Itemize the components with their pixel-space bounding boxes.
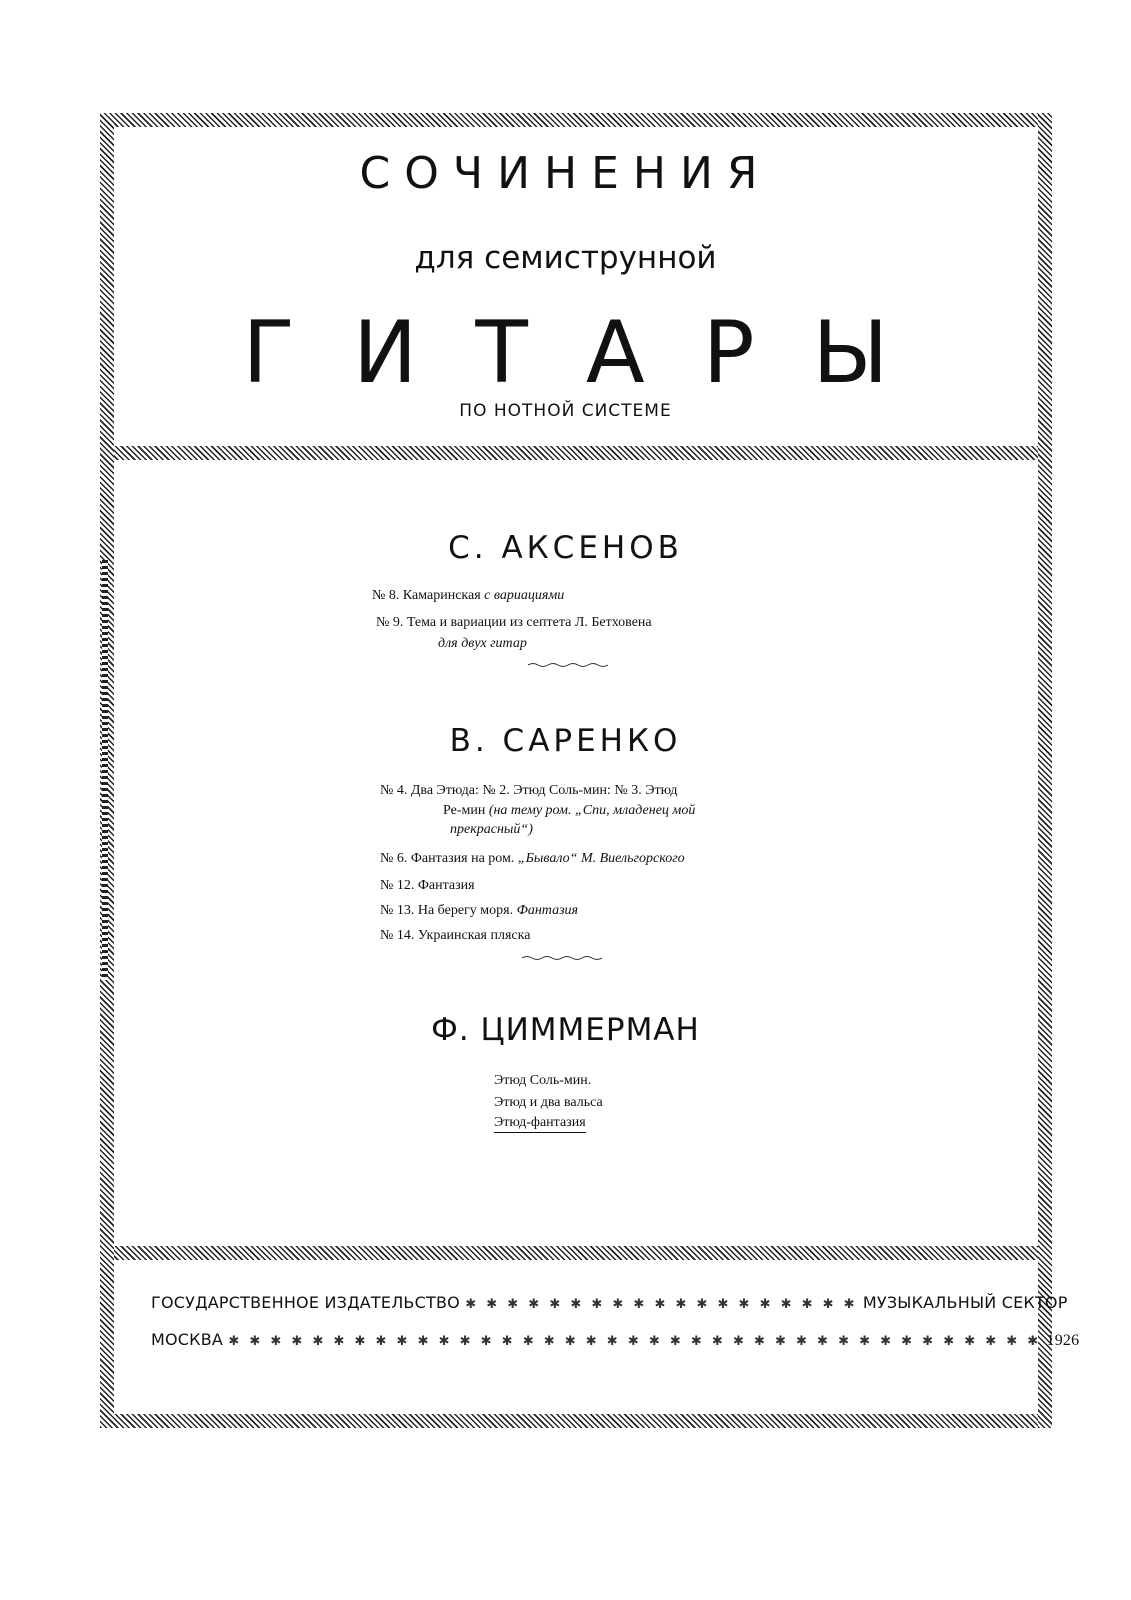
list-item xyxy=(376,615,652,631)
list-item xyxy=(380,928,530,944)
author-zimmerman: Ф. ЦИММЕРМАН xyxy=(431,1012,700,1048)
item-number: № 4. xyxy=(380,783,408,798)
subtitle-notation: ПО НОТНОЙ СИСТЕМЕ xyxy=(459,401,672,421)
list-item: Этюд Соль-мин. xyxy=(494,1073,592,1088)
list-item xyxy=(380,903,578,919)
frame-bottom-border xyxy=(100,1414,1052,1428)
item-title: Тема и вариации из септета Л. Бетховена xyxy=(406,615,652,630)
author-aksenov: С. АКСЕНОВ xyxy=(448,530,683,566)
item-note: Фантазия xyxy=(516,903,579,918)
publication-year: 1926 xyxy=(1046,1332,1080,1349)
city-name: МОСКВА xyxy=(151,1330,224,1349)
item-number: № 6. xyxy=(380,851,408,866)
item-number: № 8. xyxy=(372,588,400,603)
subtitle-seven-string: для семиструнной xyxy=(414,240,717,276)
item-title: Украинская пляска xyxy=(417,928,531,943)
item-title: Два Этюда: № 2. Этюд Соль-мин: № 3. Этюд xyxy=(410,783,678,798)
frame-footer-divider xyxy=(100,1246,1052,1260)
item-note: с вариациями xyxy=(484,588,565,603)
ornament-squiggle xyxy=(528,662,608,668)
frame-top-border xyxy=(100,113,1052,127)
item-number: № 14. xyxy=(380,928,415,943)
list-item xyxy=(380,783,677,799)
item-title: Фантазия на ром. xyxy=(410,851,515,866)
item-title: Фантазия xyxy=(417,878,475,893)
music-sector: МУЗЫКАЛЬНЫЙ СЕКТОР xyxy=(862,1293,1068,1312)
star-ornament: ✱ ✱ ✱ ✱ ✱ ✱ ✱ ✱ ✱ ✱ ✱ ✱ ✱ ✱ ✱ ✱ ✱ ✱ ✱ ✱ ✱ ✱ ✱ ✱ ✱ ✱ ✱ ✱ ✱ ✱ ✱ ✱ ✱ ✱ ✱ ✱ ✱ ✱ ✱ xyxy=(228,1334,1042,1349)
item-note: для двух гитар xyxy=(438,636,527,651)
title-works: СОЧИНЕНИЯ xyxy=(359,148,772,199)
frame-title-divider xyxy=(100,446,1052,460)
item-note: „Бывало“ М. Виельгорского xyxy=(517,851,685,866)
list-item: Этюд и два вальса xyxy=(494,1095,603,1110)
publisher-name: ГОСУДАРСТВЕННОЕ ИЗДАТЕЛЬСТВО xyxy=(151,1293,460,1312)
item-note: прекрасный“) xyxy=(450,822,533,837)
item-title: На берегу моря. xyxy=(417,903,514,918)
list-item xyxy=(380,851,685,867)
title-guitar: ГИТАРЫ xyxy=(242,303,947,403)
list-item: Этюд-фантазия xyxy=(494,1115,586,1133)
list-item xyxy=(372,588,564,604)
author-sarenko: В. САРЕНКО xyxy=(449,723,682,759)
spine-marks xyxy=(102,560,108,980)
star-ornament: ✱ ✱ ✱ ✱ ✱ ✱ ✱ ✱ ✱ ✱ ✱ ✱ ✱ ✱ ✱ ✱ ✱ ✱ ✱ xyxy=(465,1297,858,1312)
list-item xyxy=(380,878,475,894)
publisher-line xyxy=(151,1293,1068,1312)
ornament-squiggle xyxy=(522,955,602,961)
item-title: Камаринская xyxy=(402,588,481,603)
item-title: Ре-мин xyxy=(443,803,486,818)
list-item-continuation xyxy=(443,803,695,819)
item-number: № 9. xyxy=(376,615,404,630)
item-note: (на тему ром. „Спи, младенец мой xyxy=(488,803,696,818)
city-line xyxy=(151,1330,1079,1350)
item-number: № 13. xyxy=(380,903,415,918)
item-number: № 12. xyxy=(380,878,415,893)
